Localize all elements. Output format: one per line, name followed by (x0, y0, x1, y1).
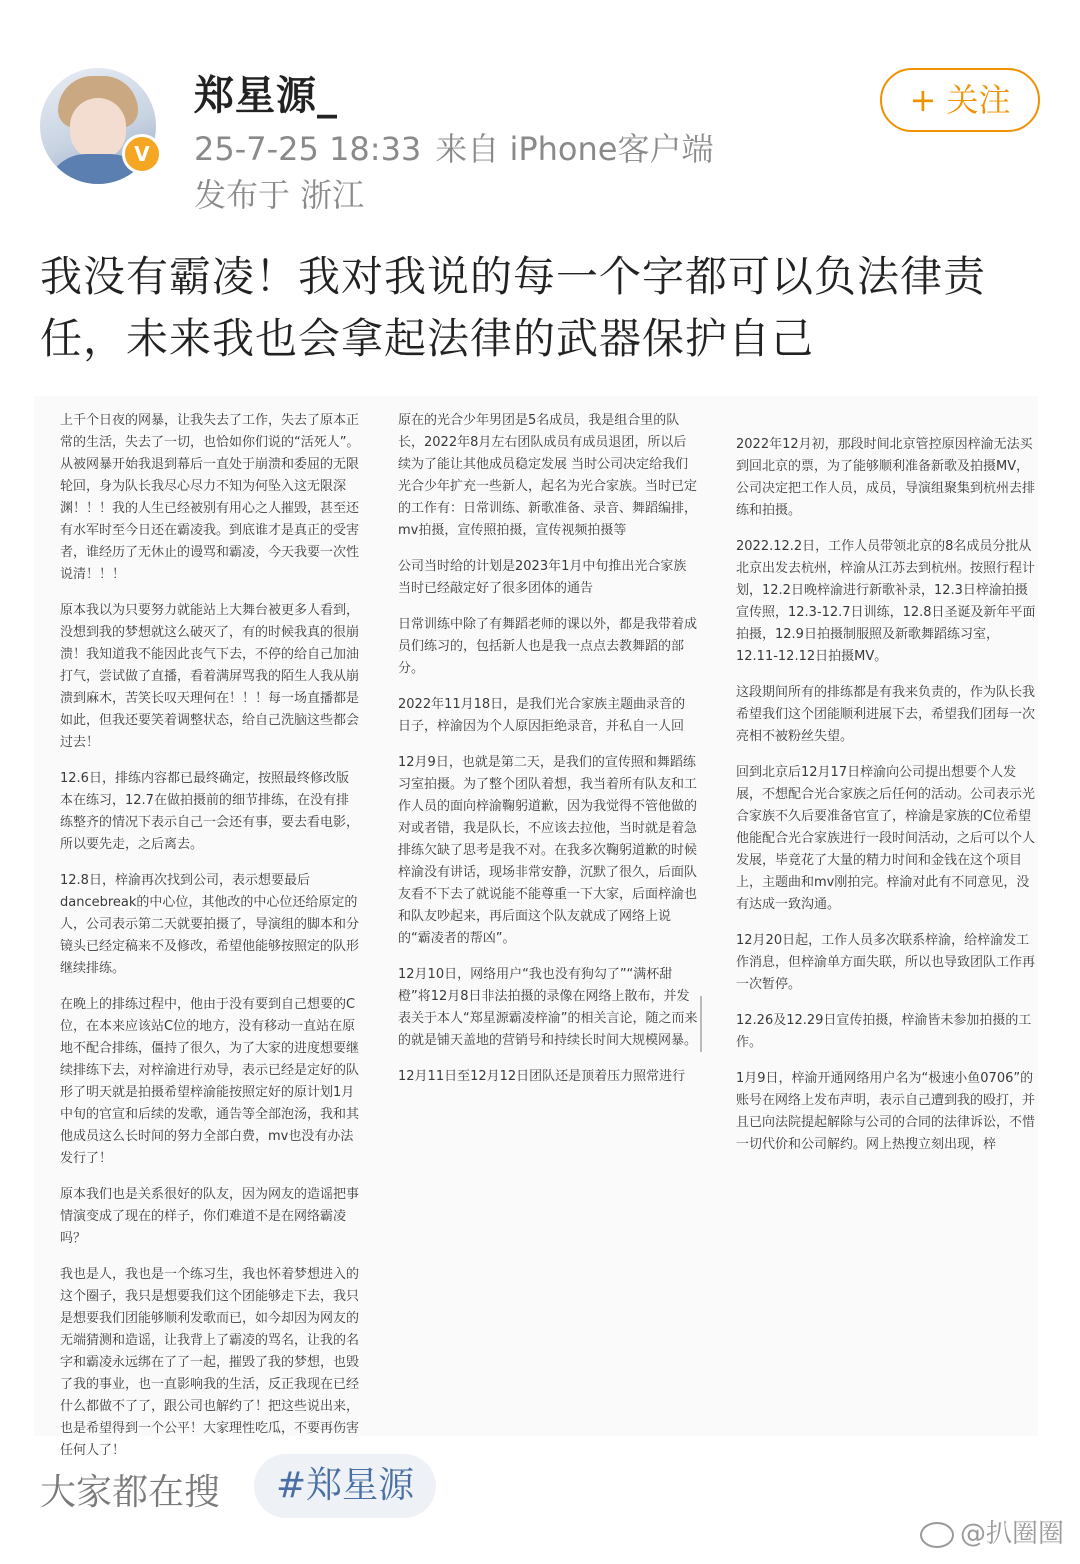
verified-badge-icon: V (122, 134, 162, 174)
column-divider (700, 996, 702, 1052)
statement-paragraph: 原在的光合少年男团是5名成员，我是组合里的队长，2022年8月左右团队成员有成员退团，所以后续为了能让其他成员稳定发展 当时公司决定给我们光合少年扩充一些新人，起名为光合家族。当时已定的工作有：日常训练、新歌准备、录音、舞蹈编排，mv拍摄，宣传照拍摄，宣传视频拍摄等 (398, 413, 698, 538)
post-meta (194, 124, 713, 170)
post-time: 25-7-25 18:33 (194, 130, 422, 168)
statement-paragraph: 在晚上的排练过程中，他由于没有要到自己想要的C位，在本来应该站C位的地方，没有移动一直站在原地不配合排练，僵持了很久，为了大家的进度想要继续排练下去，对梓渝进行劝导，表示已经是定好的队形了明天就是拍摄希望梓渝能按照定好的原计划1月中旬的官宣和后续的发歌，通告等全部泡汤，我和其他成员这么长时间的努力全部白费，mv也没有办法发行了！ (60, 997, 360, 1166)
statement-paragraph: 2022年11月18日，是我们光合家族主题曲录音的日子，梓渝因为个人原因拒绝录音，并私自一人回 (398, 697, 686, 734)
username[interactable]: 郑星源_ (194, 73, 338, 119)
statement-paragraph: 2022.12.2日，工作人员带领北京的8名成员分批从北京出发去杭州，梓渝从江苏去到杭州。按照行程计划，12.2日晚梓渝进行新歌补录，12.3日梓渝拍摄宣传照，12.3-12.7日训练，12.8日圣诞及新年平面拍摄，12.9日拍摄制服照及新歌舞蹈练习室，12.11-12.12日拍摄MV。 (736, 539, 1036, 664)
watermark-text: @扒圈圈 (959, 1519, 1064, 1549)
statement-paragraph: 原本我们也是关系很好的队友，因为网友的造谣把事情演变成了现在的样子，你们难道不是在网络霸凌吗？ (60, 1187, 360, 1246)
weibo-watermark (920, 1513, 1064, 1550)
statement-column-1 (60, 410, 360, 1476)
statement-paragraph: 12.8日，梓渝再次找到公司，表示想要最后dancebreak的中心位，其他改的中心位还给原定的人，公司表示第二天就要拍摄了，导演组的脚本和分镜头已经定稿来不及修改，希望他能够按照定的队形继续排练。 (60, 873, 360, 976)
statement-column-3 (736, 434, 1036, 1170)
statement-paragraph: 12.26及12.29日宣传拍摄，梓渝皆未参加拍摄的工作。 (736, 1013, 1032, 1050)
hashtag-chip[interactable]: #郑星源 (254, 1454, 436, 1518)
statement-paragraph: 回到北京后12月17日梓渝向公司提出想要个人发展，不想配合光合家族之后任何的活动。公司表示光合家族不久后要准备官宣了，梓渝是家族的C位希望他能配合光合家族进行一段时间活动，之后可以个人发展，毕竟花了大量的精力时间和金钱在这个项目上，主题曲和mv刚拍完。梓渝对此有不同意见，没有达成一致沟通。 (736, 765, 1036, 912)
post-text: 我没有霸凌！我对我说的每一个字都可以负法律责任，未来我也会拿起法律的武器保护自己 (40, 252, 987, 363)
avatar-face (70, 98, 126, 160)
statement-paragraph: 日常训练中除了有舞蹈老师的课以外，都是我带着成员们练习的，包括新人也是我一点点去教舞蹈的部分。 (398, 617, 698, 676)
statement-paragraph: 上千个日夜的网暴，让我失去了工作，失去了原本正常的生活，失去了一切，也恰如你们说的“活死人”。从被网暴开始我退到幕后一直处于崩溃和委屈的无限轮回，身为队长我尽心尽力不知为何坠入这无限深渊！！！我的人生已经被别有用心之人摧毁，甚至还有水军时至今日还在霸凌我。到底谁才是真正的受害者，谁经历了无休止的谩骂和霸凌，今天我要一次性说清！！！ (60, 413, 360, 582)
statement-paragraph: 12月11日至12月12日团队还是顶着压力照常进行 (398, 1069, 686, 1084)
trending-label: 大家都在搜 (40, 1472, 221, 1513)
weibo-logo-icon (920, 1522, 954, 1548)
post-location: 发布于 浙江 (194, 176, 365, 214)
statement-paragraph: 1月9日，梓渝开通网络用户名为“极速小鱼0706”的账号在网络上发布声明，表示自己遭到我的殴打，并且已向法院提起解除与公司的合同的法律诉讼，不惜一切代价和公司解约。网上热搜立刻出现，梓 (736, 1071, 1036, 1152)
statement-column-2 (398, 410, 698, 1102)
statement-paragraph: 12月10日，网络用户“我也没有狗勾了”“满杯甜橙”将12月8日非法拍摄的录像在网络上散布，并发表关于本人“郑星源霸凌梓渝”的相关言论，随之而来的就是铺天盖地的营销号和持续长时间大规模网暴。 (398, 967, 698, 1048)
statement-paragraph: 12月9日，也就是第二天，是我们的宣传照和舞蹈练习室拍摄。为了整个团队着想，我当着所有队友和工作人员的面向梓渝鞠躬道歉，因为我觉得不管他做的对或者错，我是队长，不应该去拉他，当时就是着急排练欠缺了思考是我不对。在我多次鞠躬道歉的时候梓渝没有讲话，现场非常安静，沉默了很久，后面队友看不下去了就说能不能尊重一下大家，后面梓渝也和队友吵起来，再后面这个队友就成了网络上说的“霸凌者的帮凶”。 (398, 755, 698, 946)
statement-paragraph: 原本我以为只要努力就能站上大舞台被更多人看到，没想到我的梦想就这么破灭了，有的时候我真的很崩溃！我知道我不能因此丧气下去，不停的给自己加油打气，尝试做了直播，看着满屏骂我的陌生人我从崩溃到麻木，苦笑长叹天理何在！！！每一场直播都是如此，但我还要笑着调整状态，给自己洗脑这些都会过去！ (60, 603, 360, 750)
post-source: 来自 iPhone客户端 (435, 130, 714, 168)
statement-paragraph: 公司当时给的计划是2023年1月中旬推出光合家族当时已经敲定好了很多团体的通告 (398, 559, 687, 596)
statement-paragraph: 这段期间所有的排练都是有我来负责的，作为队长我希望我们这个团能顺利进展下去，希望我们团每一次亮相不被粉丝失望。 (736, 685, 1036, 744)
follow-button[interactable]: + 关注 (880, 68, 1040, 132)
post-header (0, 0, 1080, 230)
statement-paragraph: 我也是人，我也是一个练习生，我也怀着梦想进入的这个圈子，我只是想要我们这个团能够走下去，我只是想要我们团能够顺利发歌而已，如今却因为网友的无端猜测和造谣，让我背上了霸凌的骂名，让我的名字和霸凌永远绑在了了一起，摧毁了我的梦想，也毁了我的事业，也一直影响我的生活，反正我现在已经什么都做不了了，跟公司也解约了！把这些说出来，也是希望得到一个公平！大家理性吃瓜，不要再伤害任何人了！ (60, 1267, 360, 1458)
statement-paragraph: 12月20日起，工作人员多次联系梓渝，给梓渝发工作消息，但梓渝单方面失联，所以也导致团队工作再一次暂停。 (736, 933, 1036, 992)
statement-image[interactable] (34, 396, 1038, 1458)
statement-paragraph: 12.6日，排练内容都已最终确定，按照最终修改版本在练习，12.7在做拍摄前的细节排练，在没有排练整齐的情况下表示自己一会还有事，要去看电影，所以要先走，之后离去。 (60, 771, 360, 852)
statement-paragraph: 2022年12月初，那段时间北京管控原因梓渝无法买到回北京的票，为了能够顺利准备新歌及拍摄MV，公司决定把工作人员，成员，导演组聚集到杭州去排练和拍摄。 (736, 437, 1036, 518)
